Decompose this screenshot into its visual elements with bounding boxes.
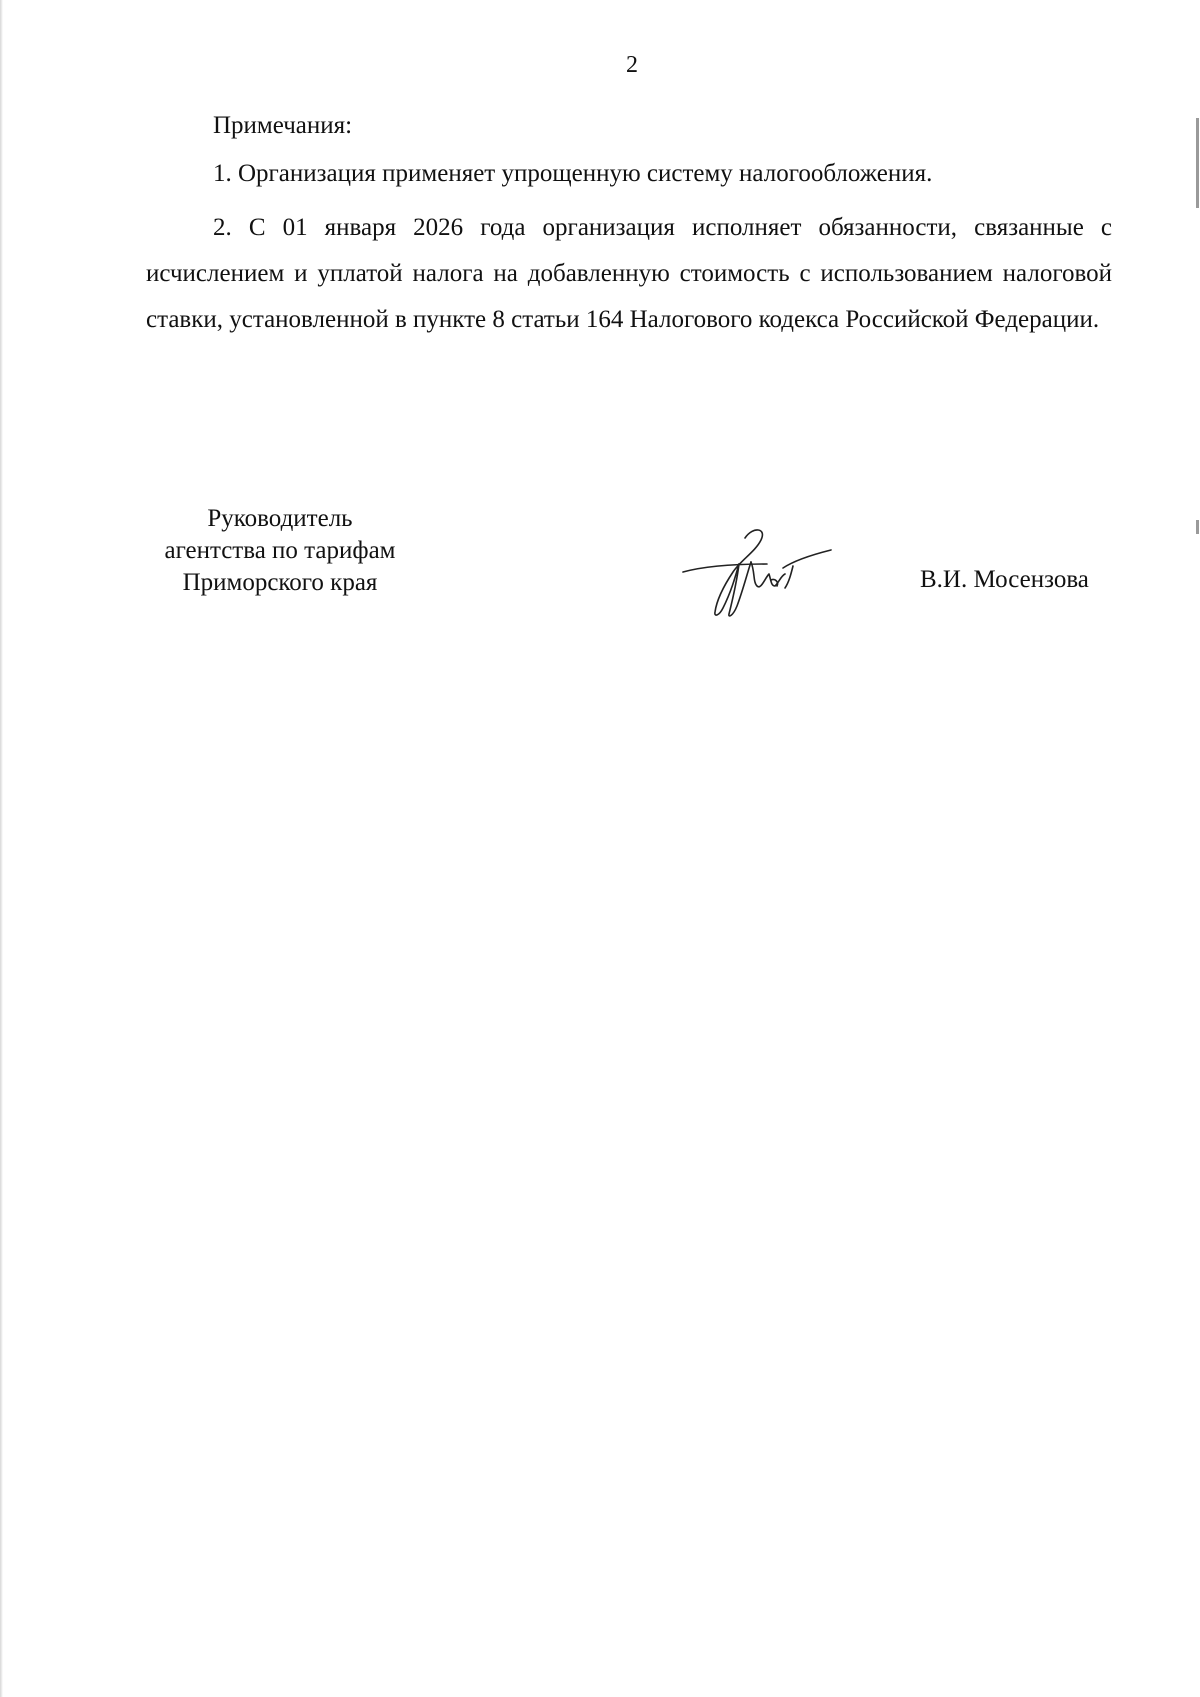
- page-number: 2: [626, 52, 638, 78]
- signer-name: В.И. Мосензова: [920, 566, 1089, 593]
- signer-position: [130, 503, 430, 599]
- scan-edge-mark: [1196, 520, 1199, 534]
- note-item-2: 2. С 01 января 2026 года организация исполняет обязанности, связанные с исчислением и уплатой налога на добавленную стоимость с использованием налоговой ставки, установленной в пункте 8 статьи 164 Налогового кодекса Российской Федерации.: [146, 214, 1112, 333]
- scan-edge: [0, 0, 3, 1697]
- scan-edge-mark: [1196, 118, 1199, 208]
- signer-position-line: агентства по тарифам: [164, 537, 396, 564]
- note-item-1: 1. Организация применяет упрощенную систему налогообложения.: [213, 160, 933, 187]
- signer-position-line: Приморского края: [182, 569, 378, 596]
- signer-position-line: Руководитель: [207, 505, 353, 532]
- handwritten-signature-icon: [675, 520, 835, 620]
- notes-heading: Примечания:: [213, 112, 353, 139]
